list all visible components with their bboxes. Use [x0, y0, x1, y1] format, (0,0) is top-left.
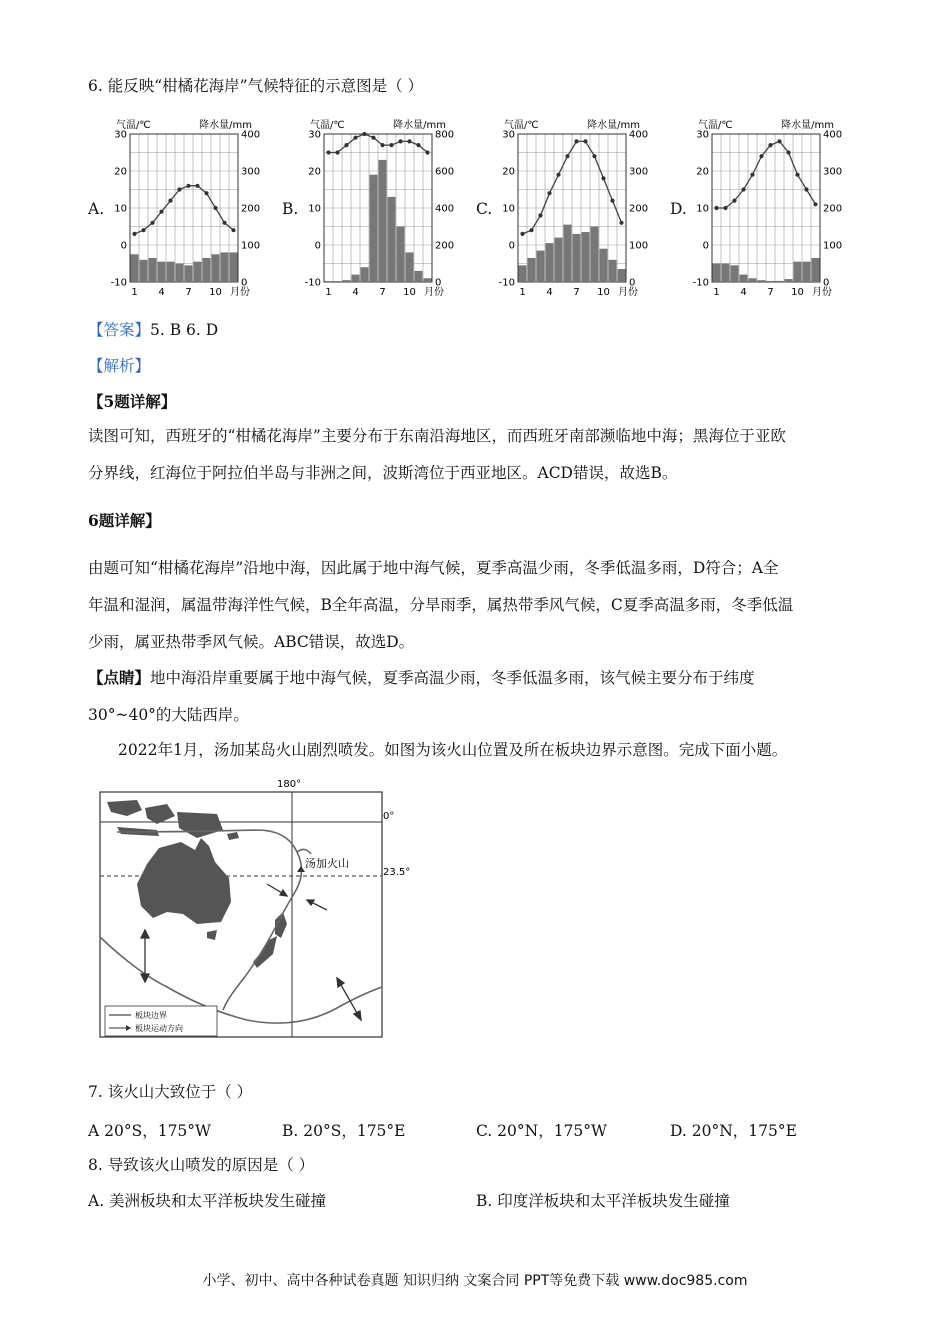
y2-tick-label: 0 [823, 277, 830, 289]
tip-label: 【点睛】 [88, 668, 151, 687]
answer-label: 【答案】 [88, 321, 151, 339]
precip-bar [352, 275, 360, 282]
y2-tick-label: 400 [629, 129, 649, 141]
y2-tick-label: 300 [629, 166, 649, 178]
temperature-point [177, 187, 181, 191]
y-tick-label: 0 [120, 240, 127, 252]
q6-option-b-label: B. [282, 200, 299, 218]
temperature-point [795, 173, 799, 177]
meridian-180-label: 180° [277, 779, 302, 790]
q8-option-b[interactable]: B. 印度洋板块和太平洋板块发生碰撞 [476, 1192, 730, 1210]
x-tick-label: 4 [352, 287, 359, 298]
y-tick-label: 20 [114, 166, 127, 178]
y2-axis-title: 降水量/mm [199, 120, 252, 131]
precip-bar [713, 264, 721, 283]
precip-bar [722, 264, 730, 283]
q6-option-d-label: D. [670, 200, 687, 218]
x-tick-label: 10 [597, 287, 610, 298]
temperature-point [168, 199, 172, 203]
q5-detail-line-1: 读图可知，西班牙的“柑橘花海岸”主要分布于东南沿海地区，而西班牙南部濒临地中海；黑海位于亚欧 [88, 427, 786, 445]
y-axis-title: 气温/℃ [504, 120, 539, 131]
equator-label: 0° [383, 811, 395, 822]
temperature-point [407, 139, 411, 143]
y2-tick-label: 100 [823, 240, 843, 252]
temperature-point [750, 173, 754, 177]
precip-bar [149, 258, 157, 282]
precip-bar [740, 275, 748, 282]
temperature-point [538, 213, 542, 217]
q6-detail-line-1: 由题可知“柑橘花海岸”沿地中海，因此属于地中海气候，夏季高温少雨，冬季低温多雨，D符合；A全 [88, 559, 779, 577]
q6-detail-title: 6题详解】 [88, 511, 161, 530]
precip-bar [555, 238, 563, 282]
map-svg [97, 772, 411, 1042]
temperature-point [222, 221, 226, 225]
legend-arrow-label: 板块运动方向 [135, 1024, 183, 1033]
temperature-point [759, 154, 763, 158]
q8-option-a[interactable]: A. 美洲板块和太平洋板块发生碰撞 [88, 1192, 327, 1210]
x-tick-label: 10 [209, 287, 222, 298]
climate-chart-svg [492, 112, 652, 300]
map-frame [100, 792, 382, 1037]
x-tick-label: 4 [158, 287, 165, 298]
precip-bar [582, 232, 590, 282]
temperature-point [786, 150, 790, 154]
precip-bar [334, 281, 342, 282]
temperature-point [813, 202, 817, 206]
precip-bar [528, 258, 536, 282]
q6-detail-line-2: 年温和湿润，属温带海洋性气候，B全年高温，分旱雨季，属热带季风气候，C夏季高温多雨，冬季低温 [88, 596, 794, 614]
precip-bar [167, 262, 175, 282]
temperature-point [768, 143, 772, 147]
precip-bar [564, 225, 572, 282]
temperature-point [592, 154, 596, 158]
precip-bar [749, 278, 757, 282]
precip-bar [361, 267, 369, 282]
x-tick-label: 7 [379, 287, 386, 298]
precip-bar [388, 197, 396, 282]
temperature-point [425, 150, 429, 154]
q5-detail-title: 【5题详解】 [88, 392, 177, 411]
climate-chart-svg [298, 112, 458, 300]
precip-bar [591, 227, 599, 283]
y-axis-title: 气温/℃ [698, 120, 733, 131]
temperature-point [159, 210, 163, 214]
temperature-point [362, 132, 366, 136]
y-tick-label: 20 [502, 166, 515, 178]
q7-option-c[interactable]: C. 20°N，175°W [476, 1122, 607, 1140]
tip-line-1 [88, 668, 755, 688]
tip-text: 地中海沿岸重要属于地中海气候，夏季高温少雨，冬季低温多雨，该气候主要分布于纬度 [150, 669, 755, 687]
y-tick-label: 10 [502, 203, 515, 215]
q6-detail-line-3: 少雨，属亚热带季风气候。ABC错误，故选D。 [88, 633, 415, 651]
y2-tick-label: 300 [823, 166, 843, 178]
temperature-point [380, 143, 384, 147]
y2-tick-label: 600 [435, 166, 455, 178]
temperature-point [335, 150, 339, 154]
precip-bar [131, 254, 139, 282]
q8-stem: 8. 导致该火山喷发的原因是（ ） [88, 1156, 315, 1174]
temperature-point [132, 232, 136, 236]
tip-line-2: 30°~40°的大陆西岸。 [88, 706, 249, 724]
temperature-point [619, 221, 623, 225]
precip-bar [415, 271, 423, 282]
temperature-point [231, 228, 235, 232]
temperature-point [610, 199, 614, 203]
volcano-label: 汤加火山 [305, 857, 349, 870]
temperature-point [565, 154, 569, 158]
y-tick-label: -10 [498, 277, 515, 289]
temperature-point [141, 228, 145, 232]
y-tick-label: 10 [308, 203, 321, 215]
y2-tick-label: 300 [241, 166, 261, 178]
y2-tick-label: 400 [823, 129, 843, 141]
y2-axis-title: 降水量/mm [781, 120, 834, 131]
x-tick-label: 1 [519, 287, 526, 298]
precip-bar [379, 160, 387, 282]
y-tick-label: 20 [696, 166, 709, 178]
x-tick-label: 7 [767, 287, 774, 298]
y2-tick-label: 100 [241, 240, 261, 252]
y-tick-label: 20 [308, 166, 321, 178]
temperature-point [416, 143, 420, 147]
temperature-point [150, 221, 154, 225]
x-axis-title: 月份 [230, 287, 250, 298]
precip-bar [424, 278, 432, 282]
precip-bar [803, 262, 811, 282]
x-tick-label: 7 [573, 287, 580, 298]
y2-tick-label: 400 [435, 203, 455, 215]
tropic-label: 23.5° [383, 867, 411, 878]
precip-bar [785, 279, 793, 282]
y2-tick-label: 400 [241, 129, 261, 141]
tonga-volcano-map [97, 772, 411, 1042]
precip-bar [618, 269, 626, 282]
y2-axis-title: 降水量/mm [393, 120, 446, 131]
x-tick-label: 7 [185, 287, 192, 298]
y2-tick-label: 200 [629, 203, 649, 215]
climate-chart-svg [686, 112, 846, 300]
temperature-point [723, 206, 727, 210]
x-tick-label: 4 [546, 287, 553, 298]
x-tick-label: 4 [740, 287, 747, 298]
x-axis-title: 月份 [618, 287, 638, 298]
y-tick-label: -10 [692, 277, 709, 289]
temperature-point [574, 139, 578, 143]
temperature-point [186, 184, 190, 188]
y2-tick-label: 200 [823, 203, 843, 215]
x-axis-title: 月份 [812, 287, 832, 298]
y-tick-label: 10 [114, 203, 127, 215]
temperature-point [344, 143, 348, 147]
precip-bar [546, 243, 554, 282]
precip-bar [812, 258, 820, 282]
y-tick-label: 0 [702, 240, 709, 252]
precip-bar [573, 234, 581, 282]
y2-tick-label: 100 [629, 240, 649, 252]
precip-bar [343, 280, 351, 282]
q6-option-a-label: A. [88, 200, 105, 218]
precip-bar [325, 281, 333, 282]
y-axis-title: 气温/℃ [310, 120, 345, 131]
climate-chart-a [104, 112, 264, 304]
climate-chart-svg [104, 112, 264, 300]
precip-bar [212, 254, 220, 282]
temperature-point [353, 136, 357, 140]
precip-bar [794, 262, 802, 282]
temperature-point [547, 191, 551, 195]
precip-bar [731, 265, 739, 282]
precip-bar [194, 262, 202, 282]
page-footer: 小学、初中、高中各种试卷真题 知识归纳 文案合同 PPT等免费下载 www.doc985.com [202, 1273, 748, 1289]
q7-option-d[interactable]: D. 20°N，175°E [670, 1122, 797, 1140]
precip-bar [776, 281, 784, 282]
precip-bar [600, 249, 608, 282]
y-tick-label: 30 [308, 129, 321, 141]
y2-tick-label: 0 [435, 277, 442, 289]
precip-bar [221, 252, 229, 282]
y-tick-label: 0 [508, 240, 515, 252]
q7-option-a[interactable]: A 20°S，175°W [88, 1122, 211, 1140]
y-tick-label: 10 [696, 203, 709, 215]
y2-tick-label: 0 [629, 277, 636, 289]
y-tick-label: -10 [304, 277, 321, 289]
temperature-point [804, 187, 808, 191]
climate-chart-d [686, 112, 846, 304]
precip-bar [397, 227, 405, 283]
y-tick-label: 30 [114, 129, 127, 141]
x-axis-title: 月份 [424, 287, 444, 298]
temperature-point [326, 150, 330, 154]
temperature-point [195, 184, 199, 188]
x-tick-label: 1 [713, 287, 720, 298]
temperature-point [389, 143, 393, 147]
temperature-point [741, 187, 745, 191]
precip-bar [758, 280, 766, 282]
precip-bar [203, 258, 211, 282]
x-tick-label: 10 [791, 287, 804, 298]
temperature-point [777, 139, 781, 143]
analysis-label: 【解析】 [88, 357, 151, 375]
y-tick-label: 0 [314, 240, 321, 252]
y2-tick-label: 800 [435, 129, 455, 141]
y-tick-label: -10 [110, 277, 127, 289]
climate-chart-c [492, 112, 652, 304]
climate-chart-b [298, 112, 458, 304]
y2-tick-label: 200 [435, 240, 455, 252]
temperature-point [529, 228, 533, 232]
precip-bar [406, 252, 414, 282]
temperature-point [213, 206, 217, 210]
answer-line [88, 320, 218, 340]
temperature-point [583, 139, 587, 143]
y2-axis-title: 降水量/mm [587, 120, 640, 131]
x-tick-label: 1 [131, 287, 138, 298]
y-tick-label: 30 [696, 129, 709, 141]
y2-tick-label: 200 [241, 203, 261, 215]
precip-bar [230, 252, 238, 282]
y2-tick-label: 0 [241, 277, 248, 289]
intro-text: 2022年1月，汤加某岛火山剧烈喷发。如图为该火山位置及所在板块边界示意图。完成下面小题。 [118, 741, 788, 759]
temperature-point [204, 191, 208, 195]
precip-bar [767, 281, 775, 282]
x-tick-label: 1 [325, 287, 332, 298]
precip-bar [609, 260, 617, 282]
legend-boundary-label: 板块边界 [135, 1011, 167, 1020]
temperature-point [714, 206, 718, 210]
q5-detail-line-2: 分界线，红海位于阿拉伯半岛与非洲之间，波斯湾位于西亚地区。ACD错误，故选B。 [88, 464, 678, 482]
answer-text: 5. B 6. D [150, 321, 219, 339]
temperature-point [601, 176, 605, 180]
temperature-point [371, 136, 375, 140]
temperature-point [556, 173, 560, 177]
temperature-point [520, 232, 524, 236]
q6-stem: 6. 能反映“柑橘花海岸”气候特征的示意图是（ ） [88, 77, 423, 95]
q7-option-b[interactable]: B. 20°S，175°E [282, 1122, 406, 1140]
precip-bar [519, 265, 527, 282]
temperature-point [398, 139, 402, 143]
temperature-point [732, 199, 736, 203]
y-axis-title: 气温/℃ [116, 120, 151, 131]
precip-bar [185, 265, 193, 282]
y-tick-label: 30 [502, 129, 515, 141]
precip-bar [176, 264, 184, 283]
precip-bar [537, 251, 545, 282]
q6-option-c-label: C. [476, 200, 493, 218]
x-tick-label: 10 [403, 287, 416, 298]
q7-stem: 7. 该火山大致位于（ ） [88, 1083, 253, 1101]
precip-bar [158, 262, 166, 282]
precip-bar [140, 260, 148, 282]
precip-bar [370, 175, 378, 282]
